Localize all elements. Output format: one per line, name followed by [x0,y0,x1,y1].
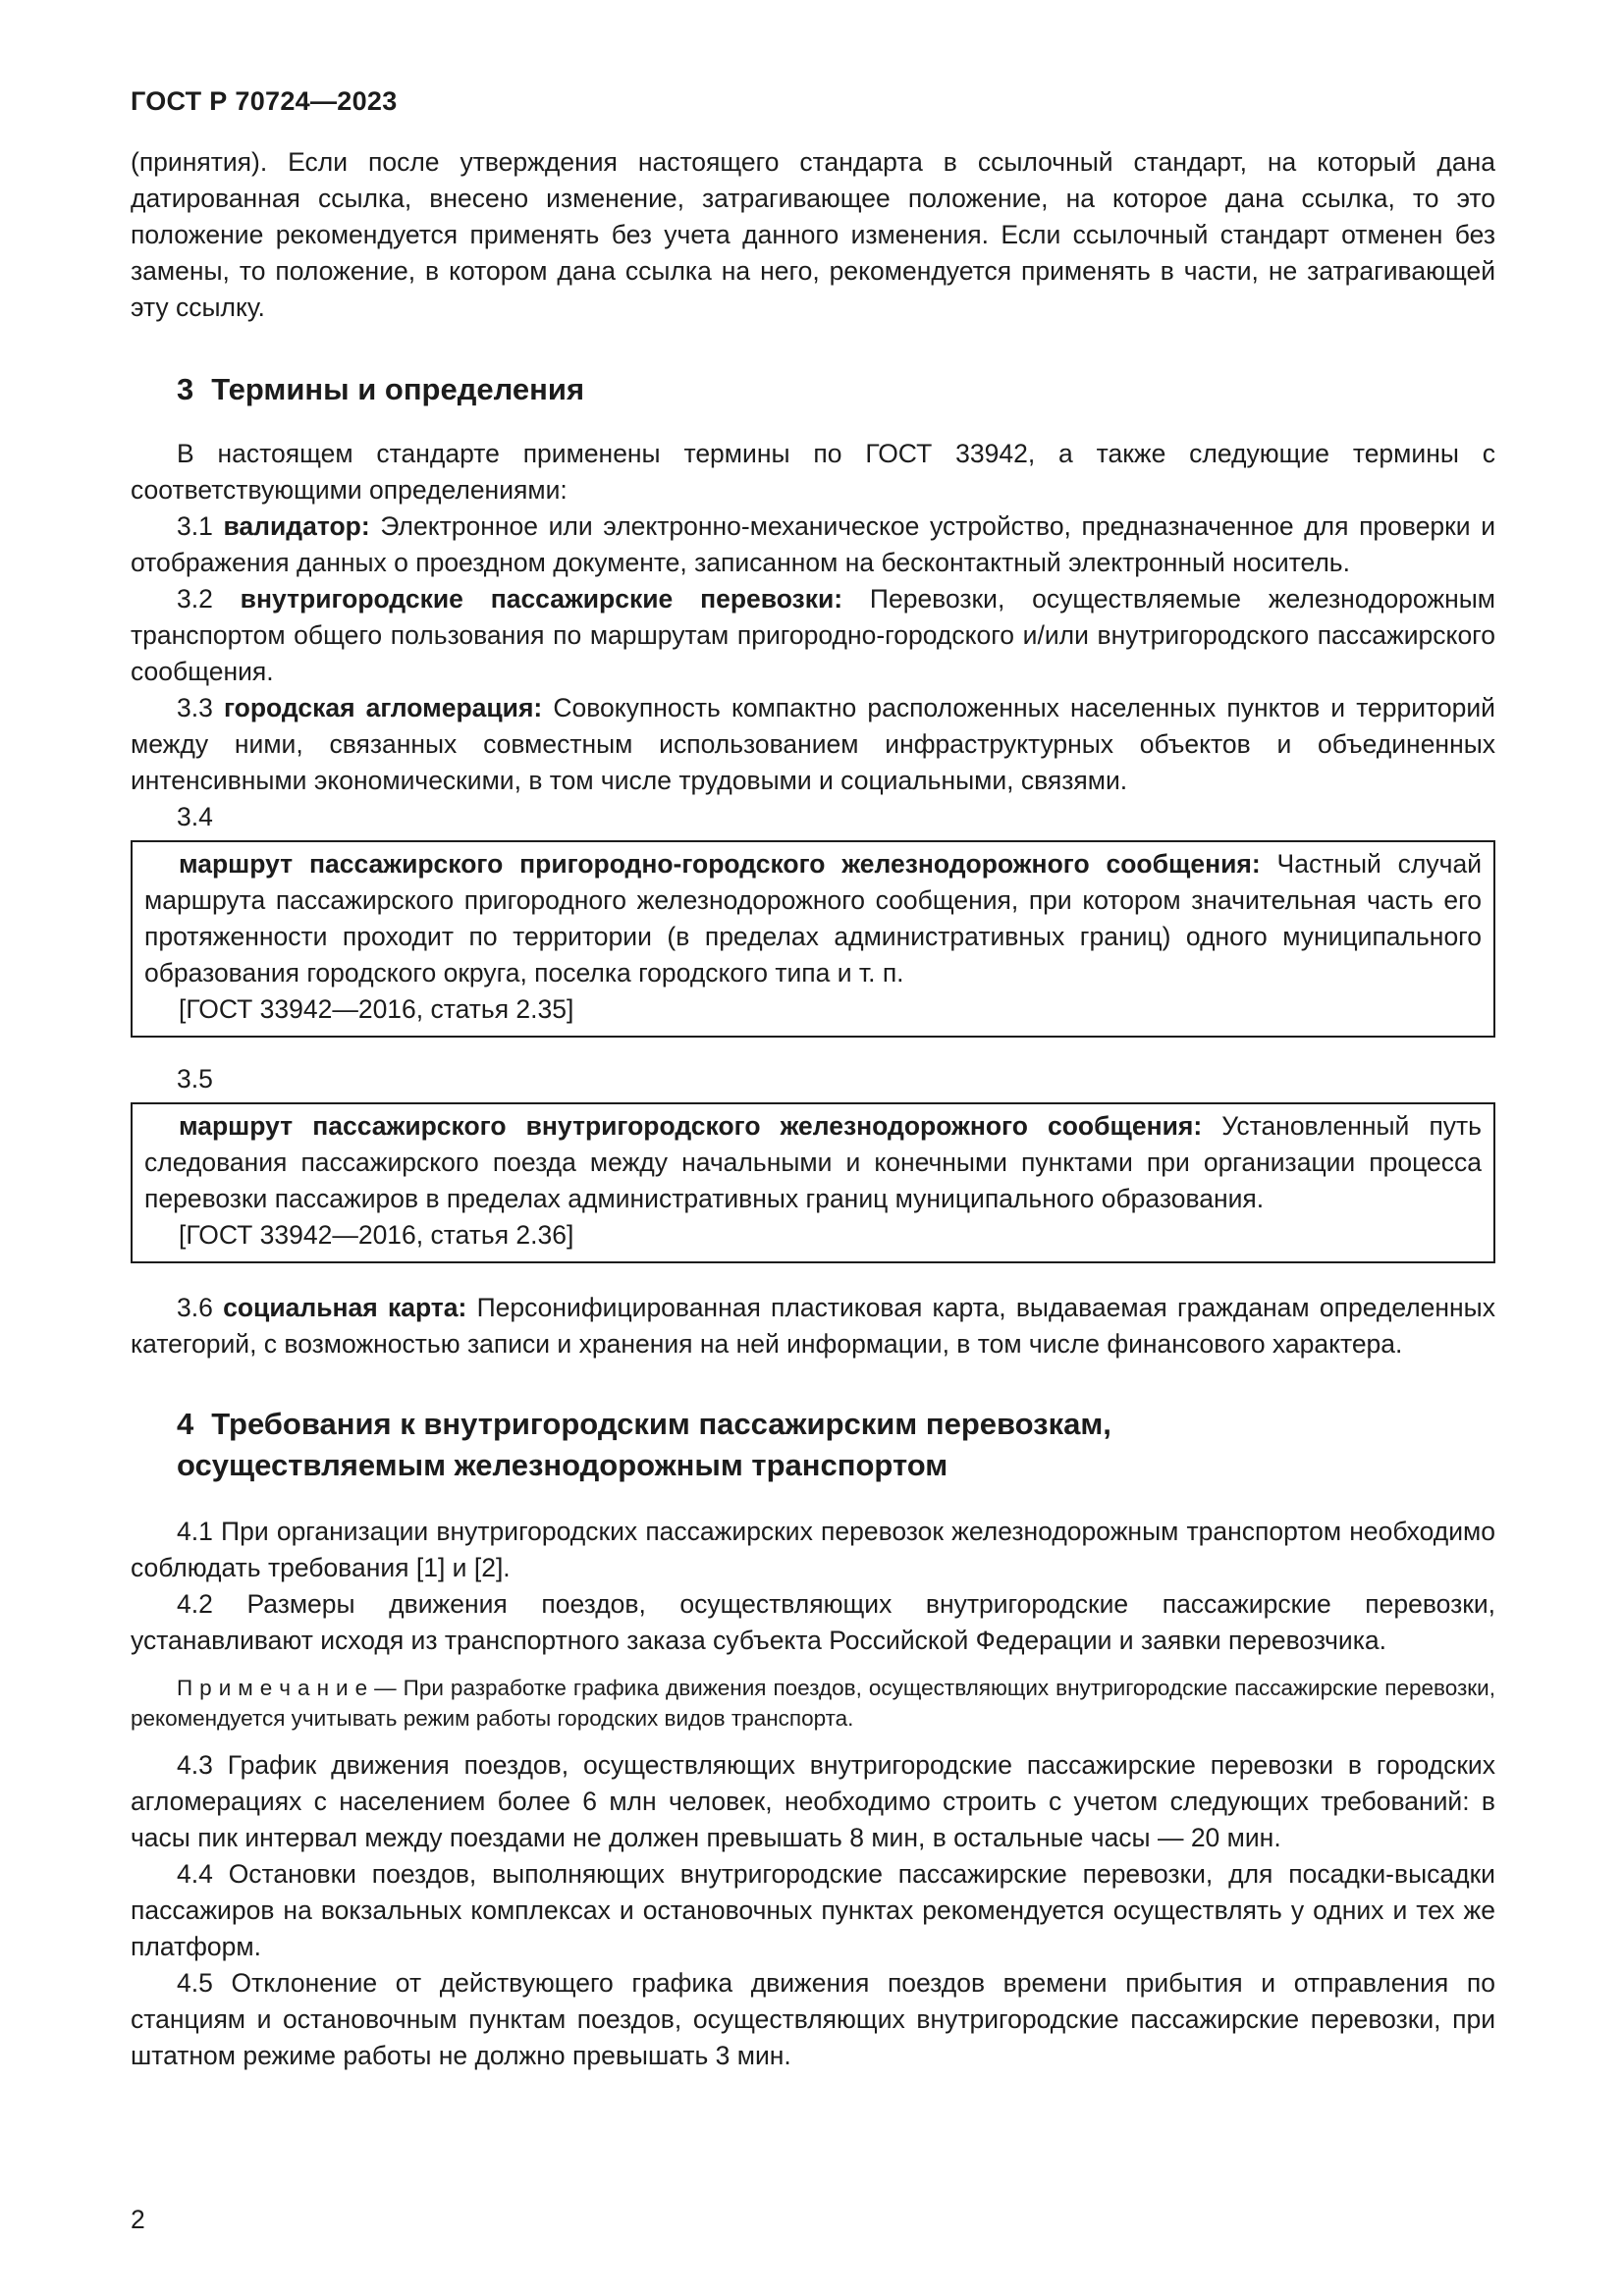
term-definition: Электронное или электронно-механическое устройство, предназначенное для проверки и отображения данных о проездном документе, записанном на бесконтактный электронный носитель. [131,511,1495,577]
clause-text: Отклонение от действующего графика движения поездов времени прибытия и отправления по станциям и остановочным пунктам поездов, осуществляющих внутригородские пассажирские перевозки, при штатном режиме работы не должно превышать 3 мин. [131,1968,1495,2070]
definition-source: [ГОСТ 33942—2016, статья 2.35] [179,994,574,1024]
section-4-number: 4 [177,1407,194,1441]
definition-term: маршрут пассажирского внутригородского железнодорожного сообщения: [179,1111,1203,1141]
section-4-heading [131,1404,1495,1486]
clause-4-4 [131,1856,1495,1965]
clause-4-2 [131,1586,1495,1659]
term-3-2 [131,581,1495,690]
term-name: социальная карта: [223,1293,467,1322]
definition-source: [ГОСТ 33942—2016, статья 2.36] [179,1220,574,1250]
clause-text: При организации внутригородских пассажирских перевозок железнодорожным транспортом необходимо соблюдать требования [1] и [2]. [131,1517,1495,1582]
note-label: П р и м е ч а н и е [177,1676,368,1700]
term-definition: Совокупность компактно расположенных населенных пунктов и территорий между ними, связанных совместным использованием инфраструктурных объектов и объединенных интенсивными экономическими, в том числе трудовыми и социальными, связями. [131,693,1495,795]
term-definition: Перевозки, осуществляемые железнодорожным транспортом общего пользования по маршрутам пригородно-городского и/или внутригородского пассажирского сообщения. [131,584,1495,686]
section-4-title-line1: Требования к внутригородским пассажирским перевозкам, [211,1407,1111,1441]
document-header: ГОСТ Р 70724—2023 [131,86,398,116]
clause-number: 4.3 [177,1750,213,1780]
intro-paragraph: (принятия). Если после утверждения настоящего стандарта в ссылочный стандарт, на который дана датированная ссылка, внесено изменение, затрагивающее положение, на которое дана ссылка, то это положение рекомендуется применять без учета данного изменения. Если ссылочный стандарт отменен без замены, то положение, в котором дана ссылка на него, рекомендуется применять в части, не затрагивающей эту ссылку. [131,147,1495,322]
clause-number: 4.2 [177,1589,213,1619]
term-3-6 [131,1290,1495,1362]
term-3-3 [131,690,1495,799]
note-text: — При разработке графика движения поездов, осуществляющих внутригородские пассажирские перевозки, рекомендуется учитывать режим работы городских видов транспорта. [131,1676,1495,1731]
clause-text: График движения поездов, осуществляющих внутригородские пассажирские перевозки в городских агломерациях с населением более 6 млн человек, необходимо строить с учетом следующих требований: в часы пик интервал между поездами не должен превышать 8 мин, в остальные часы — 20 мин. [131,1750,1495,1852]
term-number: 3.3 [177,693,213,722]
definition-text: Установленный путь следования пассажирского поезда между начальными и конечными пунктами при организации процесса перевозки пассажиров в пределах административных границ муниципального образования. [144,1111,1482,1213]
page-number: 2 [131,2205,145,2234]
section-3-number: 3 [177,372,194,406]
definition-box-3-4 [131,840,1495,1038]
term-number: 3.1 [177,511,213,541]
clause-3-5-label: 3.5 [177,1064,213,1094]
clause-3-4-label: 3.4 [177,802,213,831]
term-name: городская агломерация: [223,693,543,722]
clause-4-5 [131,1965,1495,2074]
note-paragraph [131,1673,1495,1734]
definition-box-3-5 [131,1102,1495,1263]
definition-term: маршрут пассажирского пригородно-городского железнодорожного сообщения: [179,849,1261,879]
clause-text: Остановки поездов, выполняющих внутригородские пассажирские перевозки, для посадки-высадки пассажиров на вокзальных комплексах и остановочных пунктах рекомендуется осуществлять у одних и тех же платформ. [131,1859,1495,1961]
term-definition: Персонифицированная пластиковая карта, выдаваемая гражданам определенных категорий, с возможностью записи и хранения на ней информации, в том числе финансового характера. [131,1293,1495,1359]
clause-number: 4.5 [177,1968,213,1998]
section-3-lead: В настоящем стандарте применены термины по ГОСТ 33942, а также следующие термины с соответствующими определениями: [131,439,1495,505]
clause-4-1 [131,1514,1495,1586]
clause-4-3 [131,1747,1495,1856]
section-4-title-line2: осуществляемым железнодорожным транспортом [177,1448,948,1482]
term-name: внутригородские пассажирские перевозки: [240,584,843,614]
term-number: 3.6 [177,1293,213,1322]
definition-paragraph [144,846,1482,991]
term-number: 3.2 [177,584,213,614]
section-3-title: Термины и определения [211,372,585,406]
clause-number: 4.1 [177,1517,213,1546]
term-name: валидатор: [223,511,370,541]
clause-number: 4.4 [177,1859,213,1889]
clause-text: Размеры движения поездов, осуществляющих внутригородские пассажирские перевозки, устанавливают исходя из транспортного заказа субъекта Российской Федерации и заявки перевозчика. [131,1589,1495,1655]
section-3-heading [131,369,1495,410]
term-3-1 [131,508,1495,581]
definition-text: Частный случай маршрута пассажирского пригородного железнодорожного сообщения, при котором значительная часть его протяженности проходит по территории (в пределах административных границ) одного муниципального образования городского округа, поселка городского типа и т. п. [144,849,1482,988]
definition-paragraph [144,1108,1482,1217]
